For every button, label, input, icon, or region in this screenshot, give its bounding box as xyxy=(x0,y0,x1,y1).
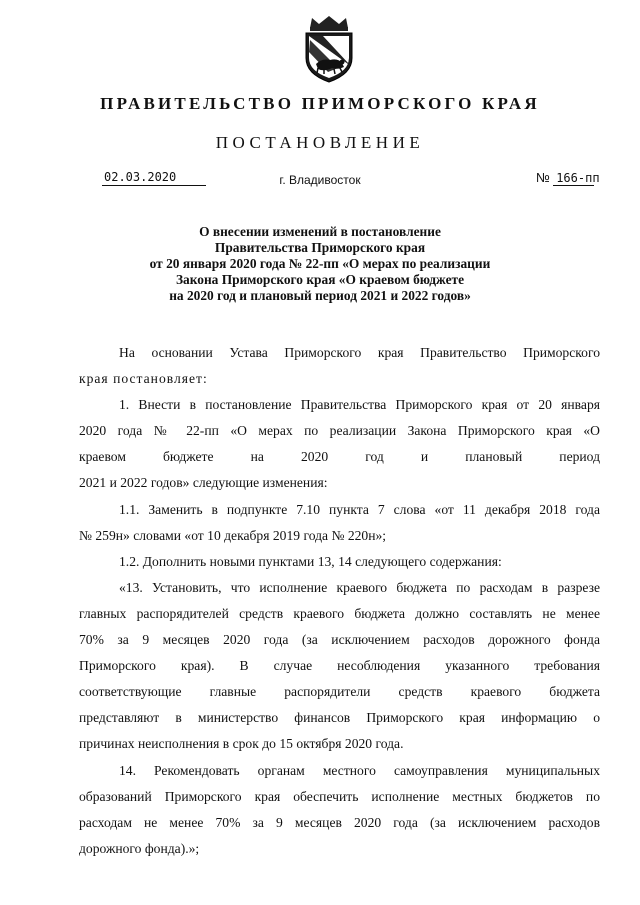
title-line: от 20 января 2020 года № 22-пп «О мерах по реализации xyxy=(149,256,491,271)
document-type: ПОСТАНОВЛЕНИЕ xyxy=(215,133,425,152)
body-line: расходам не менее 70% за 9 месяцев 2020 года (за исключением расходов xyxy=(79,814,600,830)
number-value: 166-пп xyxy=(553,171,594,186)
body-line: соответствующие главные распорядители средств краевого бюджета xyxy=(79,684,600,700)
authority-name: ПРАВИТЕЛЬСТВО ПРИМОРСКОГО КРАЯ xyxy=(100,94,540,113)
body-line: 2021 и 2022 годов» следующие изменения: xyxy=(79,475,328,491)
document-city: г. Владивосток xyxy=(279,173,361,187)
body-line: 2020 года № 22-пп «О мерах по реализации Закона Приморского края «О xyxy=(79,423,600,439)
body-line: 1. Внести в постановление Правительства Приморского края от 20 января xyxy=(119,397,600,413)
title-line: О внесении изменений в постановление xyxy=(199,224,441,239)
title-line: на 2020 год и плановый период 2021 и 2022 годов» xyxy=(169,288,471,303)
body-line: представляют в министерство финансов Приморского края информацию о xyxy=(79,710,600,726)
body-line: № 259н» словами «от 10 декабря 2019 года № 220н»; xyxy=(79,527,387,543)
body-line: 14. Рекомендовать органам местного самоуправления муниципальных xyxy=(119,762,600,778)
body-line: Приморского края). В случае несоблюдения указанного требования xyxy=(79,658,600,674)
body-line: причинах неисполнения в срок до 15 октября 2020 года. xyxy=(79,736,404,752)
body-line: образований Приморского края обеспечить исполнение местных бюджетов по xyxy=(79,788,600,804)
title-line: Правительства Приморского края xyxy=(214,240,426,255)
number-sign: № xyxy=(536,170,550,185)
document-title xyxy=(100,224,540,304)
body-line: 70% за 9 месяцев 2020 года (за исключением расходов дорожного фонда xyxy=(79,632,600,648)
body-line: краевом бюджете на 2020 год и плановый период xyxy=(79,449,600,465)
document-body xyxy=(79,340,600,862)
body-line: На основании Устава Приморского края Правительство Приморского xyxy=(119,345,600,360)
document-date: 02.03.2020 xyxy=(102,170,206,186)
body-line: главных распорядителей средств краевого бюджета должно составлять не менее xyxy=(79,605,600,621)
body-line: дорожного фонда).»; xyxy=(79,840,200,856)
body-line: 1.2. Дополнить новыми пунктами 13, 14 следующего содержания: xyxy=(119,553,502,569)
coat-of-arms-tiger-icon xyxy=(298,14,360,84)
body-line: края постановляет: xyxy=(79,371,208,387)
body-line: «13. Установить, что исполнение краевого бюджета по расходам в разрезе xyxy=(119,579,600,595)
body-line: 1.1. Заменить в подпункте 7.10 пункта 7 слова «от 11 декабря 2018 года xyxy=(119,501,600,517)
title-line: Закона Приморского края «О краевом бюджете xyxy=(175,272,465,287)
document-number xyxy=(536,170,600,186)
